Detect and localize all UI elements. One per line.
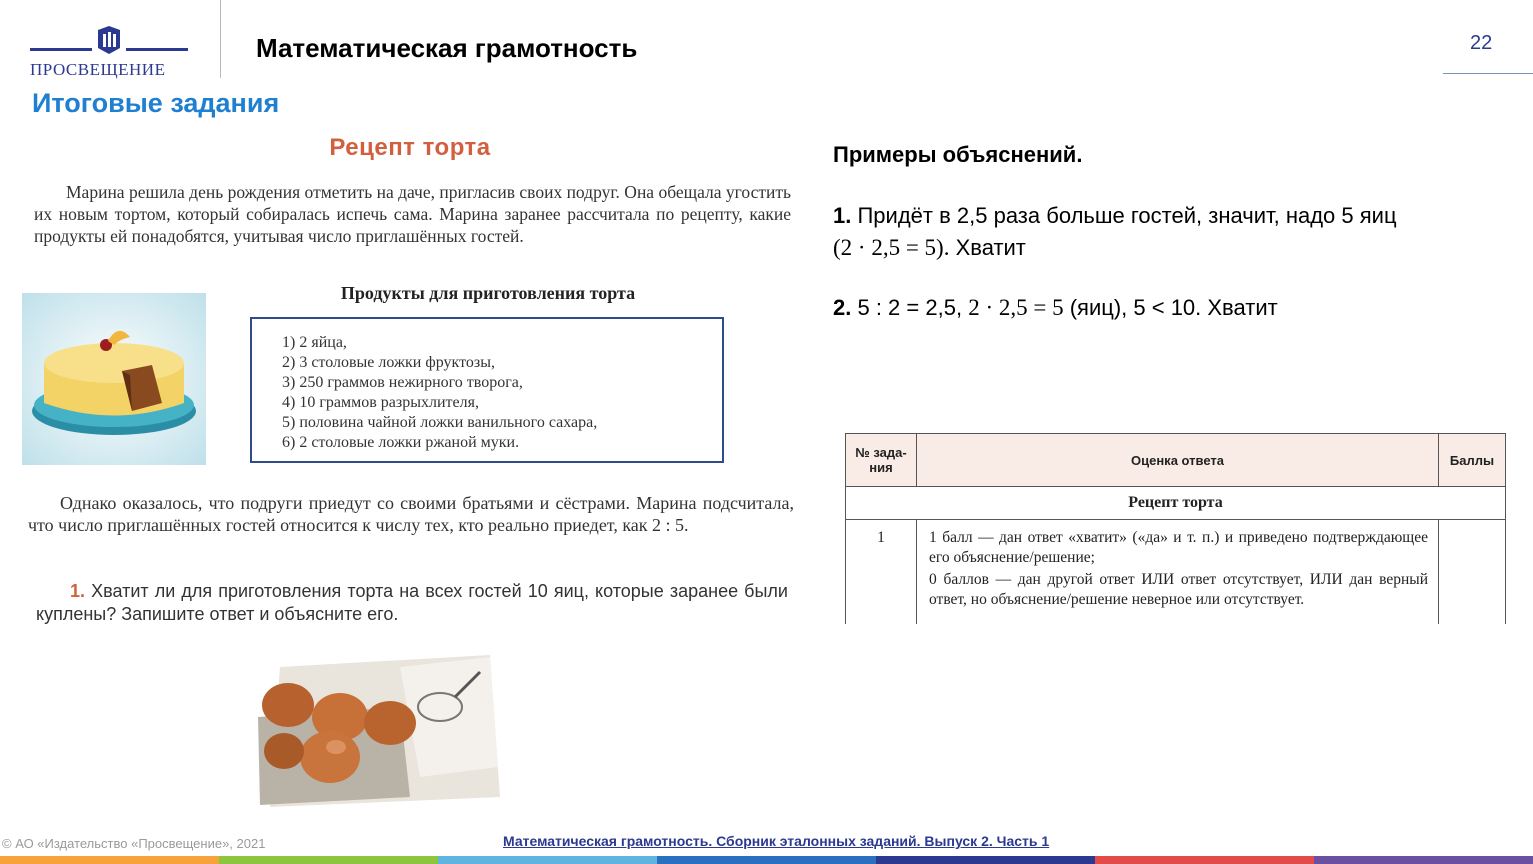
logo-bar-left [30,48,92,51]
question-number: 1. [70,581,86,601]
example-2-math: 2 · 2,5 = 5 [968,295,1064,320]
column-header-number: № зада-ния [846,434,917,487]
product-item: 4) 10 граммов разрыхлителя, [282,394,479,411]
task-intro: Марина решила день рождения отметить на даче, пригласив своих подруг. Она обещала угостить их новым тортом, который собиралась испечь сама. Марина заранее рассчитала по рецепту, какие продукты ей понадобятся, учитывая число приглашённых гостей. [34,182,792,246]
cake-image [22,293,206,465]
section-title: Итоговые задания [32,88,280,118]
criteria-cell [917,520,1439,624]
header-divider [220,0,221,78]
grading-table-subheader: Рецепт торта [846,487,1506,520]
publisher-logo-icon [96,26,122,56]
example-2-text: 5 : 2 = 2,5, [857,295,963,320]
publisher-logo [28,24,194,80]
example-1-text: Придёт в 2,5 раза больше гостей, значит, надо 5 яиц [857,203,1397,228]
logo-text: ПРОСВЕЩЕНИЕ [30,60,166,79]
example-1 [833,200,1493,264]
example-2-number: 2. [833,295,852,320]
product-item: 2) 3 столовые ложки фруктозы, [282,354,495,371]
course-title: Математическая грамотность [256,33,638,63]
task-continuation: Однако оказалось, что подруги приедут со своими братьями и сёстрами. Марина подсчитала, что число приглашённых гостей относится к числу тех, кто реально приедет, как 2 : 5. [28,493,794,535]
column-header-points: Баллы [1439,434,1506,487]
criterion-0-points: 0 баллов — дан другой ответ ИЛИ ответ отсутствует, ИЛИ дан верный ответ, но объяснение/решение неверное или отсутствует. [929,571,1428,608]
stripe-segment [438,856,657,864]
criterion-1-point: 1 балл — дан ответ «хватит» («да» и т. п.) и приведено подтверждающее его объяснение/решение; [929,529,1428,566]
footer-color-stripe [0,856,1533,864]
copyright: © АО «Издательство «Просвещение», 2021 [2,836,266,851]
table-row [846,520,1506,624]
task-title: Рецепт торта [329,134,491,161]
grading-table [845,433,1506,624]
stripe-segment [876,856,1095,864]
stripe-segment [219,856,438,864]
stripe-segment [1095,856,1314,864]
product-item: 6) 2 столовые ложки ржаной муки. [282,434,520,451]
column-header-evaluation: Оценка ответа [917,434,1439,487]
examples-title: Примеры объяснений. [833,142,1083,167]
example-1-end: Хватит [955,235,1026,260]
stripe-segment [657,856,876,864]
logo-bar-right [126,48,188,51]
eggs-image [250,647,502,810]
example-2 [833,292,1493,324]
grading-table-header [846,434,1506,487]
stripe-segment [0,856,219,864]
product-item: 1) 2 яйца, [282,334,347,351]
row-number: 1 [846,520,917,624]
products-title: Продукты для приготовления торта [340,283,636,303]
example-1-number: 1. [833,203,852,228]
grading-table-subheader-row [846,487,1506,520]
question-text: Хватит ли для приготовления торта на всех гостей 10 яиц, которые заранее были куплены? Запишите ответ и объясните его. [36,581,788,624]
page-number-underline [1443,73,1533,74]
example-1-math: (2 · 2,5 = 5). [833,235,950,260]
example-2-end: (яиц), 5 < 10. Хватит [1069,295,1278,320]
product-item: 5) половина чайной ложки ванильного сахара, [282,414,598,431]
source-link[interactable]: Математическая грамотность. Сборник эталонных заданий. Выпуск 2. Часть 1 [503,833,1050,849]
task-question [36,580,788,626]
products-list [250,317,724,463]
stripe-segment [1314,856,1533,864]
page-number: 22 [1470,32,1493,54]
product-item: 3) 250 граммов нежирного творога, [282,374,523,391]
points-cell [1439,520,1506,624]
